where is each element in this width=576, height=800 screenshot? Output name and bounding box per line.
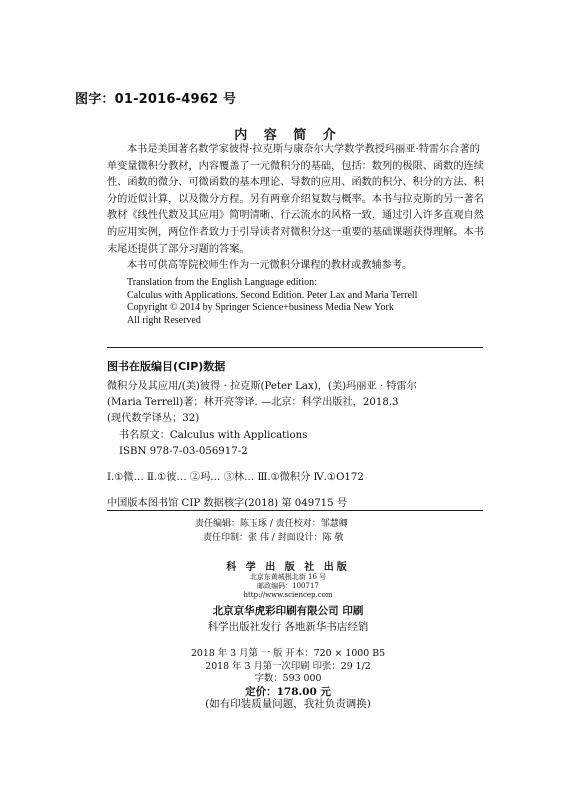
publisher-website: http://www.sciencep.com (243, 591, 333, 599)
price: 定价：178.00 元 (245, 685, 331, 698)
english-note-line: Translation from the English Language edition: (127, 277, 317, 288)
staff-credits (195, 517, 495, 545)
divider (107, 347, 483, 348)
printing-line: 2018 年 3 月第一次印刷 印张：29 1/2 (205, 660, 371, 672)
cip-line: (Maria Terrell)著；林开亮等译. —北京：科学出版社，2018.3 (107, 397, 399, 409)
publisher-name: 科 学 出 版 社 出版 (226, 562, 350, 573)
registration-number: 图字：01-2016-4962 号 (75, 92, 237, 107)
specs-block (0, 648, 576, 711)
english-note-line: Calculus with Applications. Second Edition. Peter Lax and Maria Terrell (127, 289, 418, 301)
staff-line: 责任编辑：陈玉琢 / 责任校对：邹慧卿 (195, 519, 348, 529)
printer-name: 北京京华虎彩印刷有限公司 印刷 (212, 605, 364, 617)
distribution-line: 科学出版社发行 各地新华书店经销 (207, 621, 369, 633)
cip-title: 图书在版编目(CIP)数据 (107, 360, 226, 373)
english-note-line: All right Reserved (127, 314, 201, 326)
publisher-postcode: 邮政编码：100717 (257, 582, 319, 590)
quality-notice: (如有印装质量问题，我社负责调换) (205, 698, 371, 710)
summary-title: 内 容 简 介 (234, 128, 342, 143)
edition-line: 2018 年 3 月第 一 版 开本：720 × 1000 B5 (190, 648, 386, 659)
word-count: 字数：593 000 (254, 673, 322, 684)
cip-line: 中国版本图书馆 CIP 数据核字(2018) 第 049715 号 (107, 498, 348, 510)
divider (107, 510, 483, 511)
cip-line: Ⅰ.①微… Ⅱ.①彼… ②玛… ③林… Ⅲ.①微积分 Ⅳ.①O172 (107, 472, 364, 484)
summary-section (107, 142, 485, 275)
summary-paragraph: 本书是美国著名数学家彼得·拉克斯与康奈尔大学数学教授玛丽亚·特雷尔合著的单变量微积分教材，内容覆盖了一元微积分的基础，包括：数列的极限、函数的连续性、函数的微分、可微函数的基本理论、导数的应用、函数的积分、积分的方法、积分的近似计算，以及微分方程。另有两章介绍复数与概率。本书与拉克斯的另一著名教材《线性代数及其应用》简明清晰、行云流水的风格一致，通过引入许多直观自然的应用实例，两位作者致力于引导读者对微积分这一重要的基础课题获得理解。本书末尾还提供了部分习题的答案。 (107, 144, 484, 255)
cip-line: ISBN 978-7-03-056917-2 (119, 445, 248, 457)
cip-block (107, 379, 487, 512)
printer-block (0, 603, 576, 635)
english-note-line: Copyright © 2014 by Springer Science+business Media New York (127, 302, 394, 313)
cip-line: 书名原文：Calculus with Applications (119, 429, 308, 441)
publisher-address: 北京东黄城根北街 16 号 (249, 573, 327, 581)
staff-line: 责任印制：张 伟 / 封面设计：陈 敬 (203, 533, 344, 543)
summary-paragraph: 本书可供高等院校师生作为一元微积分课程的教材或教辅参考。 (127, 260, 413, 272)
english-edition-note (127, 277, 487, 327)
cip-line: (现代数学译丛；32) (107, 413, 200, 425)
publisher-block (0, 558, 576, 600)
cip-line: 微积分及其应用/(美)彼得 · 拉克斯(Peter Lax)，(美)玛丽亚 · 特雷尔 (107, 381, 417, 392)
